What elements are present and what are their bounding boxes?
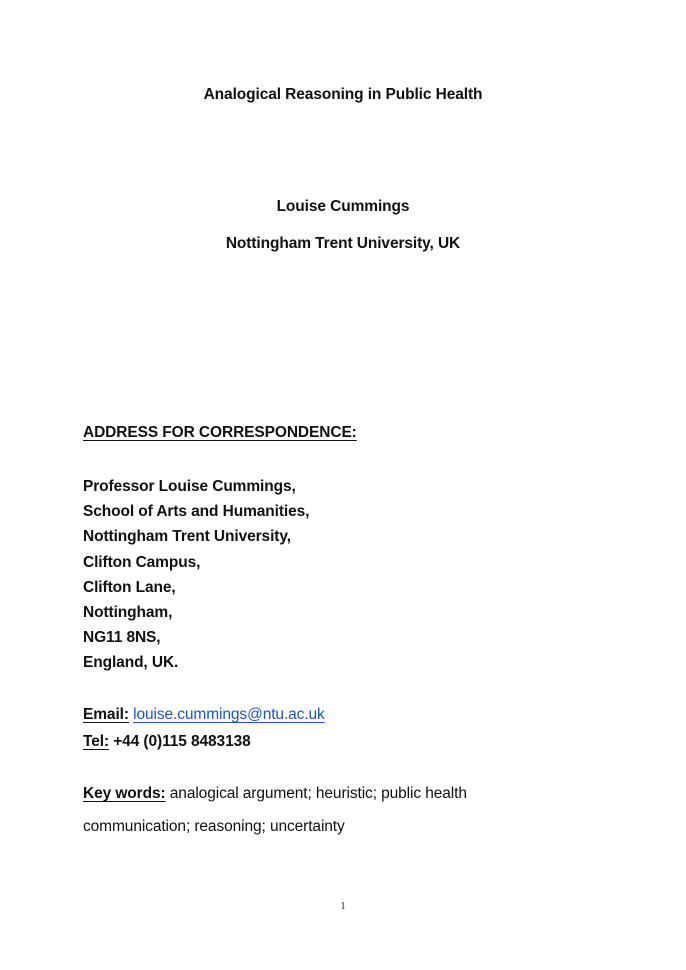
author-affiliation: Nottingham Trent University, UK [225,235,461,252]
keywords-value: analogical argument; heuristic; public health communication; reasoning; uncertainty [83,785,467,835]
address-line: Professor Louise Cummings, [83,478,296,495]
address-line: School of Arts and Humanities, [83,503,310,521]
author-name: Louise Cummings [276,198,410,215]
address-line: NG11 8NS, [83,629,161,647]
tel-label: Tel: [83,733,110,750]
address-line: Clifton Lane, [83,578,176,596]
keywords-label: Key words: [83,785,166,802]
page-number: 1 [340,900,346,912]
correspondence-heading: ADDRESS FOR CORRESPONDENCE: [83,424,357,441]
tel-value: +44 (0)115 8483138 [113,733,251,750]
paper-title: Analogical Reasoning in Public Health [203,86,483,103]
email-label: Email: [83,706,129,723]
address-line: Nottingham, [83,604,173,622]
address-line: Nottingham Trent University, [83,528,291,546]
address-line: England, UK. [83,654,179,672]
address-line: Clifton Campus, [83,553,201,571]
email-link[interactable]: louise.cummings@ntu.ac.uk [133,706,325,723]
keywords-row [83,777,523,843]
tel-row [83,733,251,751]
correspondence-address [83,474,309,676]
email-row [83,706,325,724]
